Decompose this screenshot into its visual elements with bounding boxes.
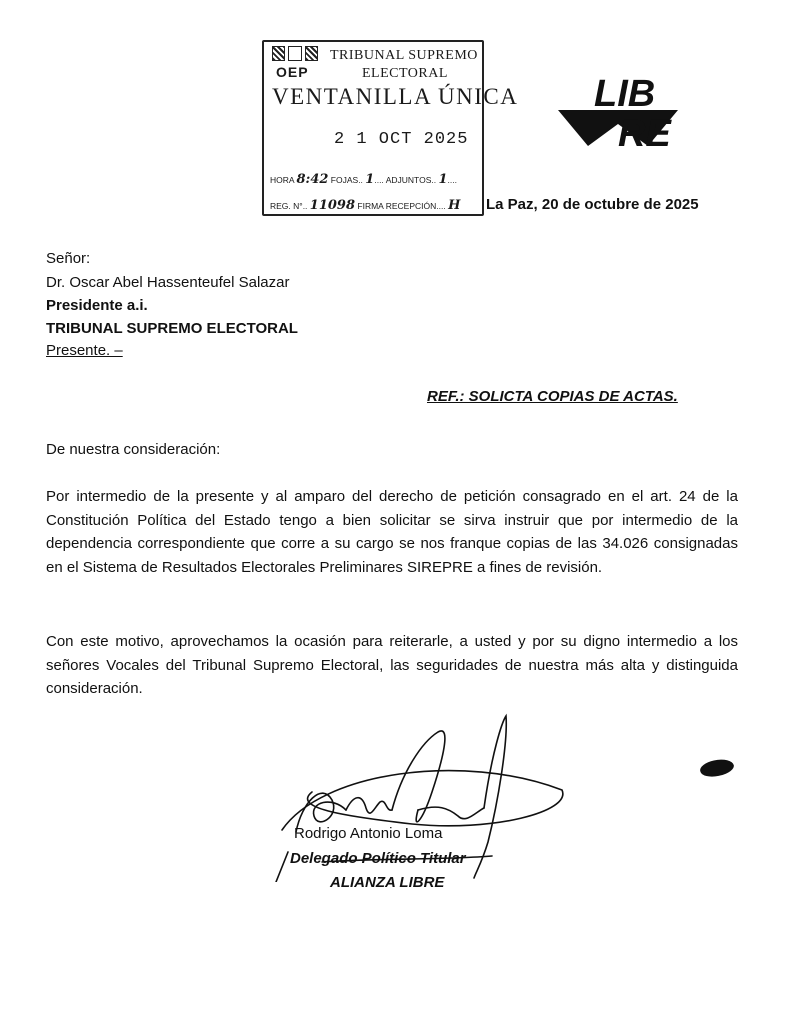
signatory-title: Delegado Político Titular: [290, 850, 466, 867]
date-line: La Paz, 20 de octubre de 2025: [486, 196, 699, 213]
logo-line2: RE: [618, 113, 671, 150]
stamp-hora-label: HORA: [270, 175, 295, 185]
greeting: De nuestra consideración:: [46, 441, 221, 458]
stamp-firma-value: H: [448, 198, 461, 213]
addressee-name: Dr. Oscar Abel Hassenteufel Salazar: [46, 274, 290, 291]
stamp-org-line1: TRIBUNAL SUPREMO: [330, 48, 478, 63]
signatory-party: ALIANZA LIBRE: [330, 874, 445, 891]
signatory-name: Rodrigo Antonio Loma: [294, 825, 443, 842]
addressee-position: Presidente a.i.: [46, 297, 148, 314]
stamp-adjuntos-value: 1: [438, 172, 448, 187]
stamp-date: 2 1 OCT 2025: [334, 130, 469, 149]
stamp-fojas-value: 1: [365, 172, 375, 187]
reception-stamp: [262, 40, 519, 216]
stamp-emblem-icon: [272, 46, 318, 60]
reference-line: REF.: SOLICTA COPIAS DE ACTAS.: [427, 388, 678, 405]
body-paragraph-1: Por intermedio de la presente y al amparo del derecho de petición consagrado en el art. 24 de la Constitución Política del Estado tengo a bien solicitar se sirva instruir que por intermedio de la dependencia correspondiente que corre a su cargo se nos franque copias de las 34.026 consignadas en el Sistema de Resultados Electorales Preliminares SIREPRE a fines de revisión.: [46, 488, 738, 576]
stamp-title: VENTANILLA ÚNICA: [272, 84, 519, 109]
body-paragraph-2: Con este motivo, aprovechamos la ocasión para reiterarle, a usted y por su digno intermedio a los señores Vocales del Tribunal Supremo Electoral, las seguridades de nuestra más alta y distinguida consideración.: [46, 633, 738, 697]
stamp-row-hora: HORA 8:42 FOJAS.. 1.... ADJUNTOS.. 1....: [270, 172, 457, 187]
stamp-firma-label: FIRMA RECEPCIÓN: [357, 201, 437, 211]
logo-line1: LIB: [594, 73, 656, 115]
libre-logo: [556, 66, 680, 150]
ink-blot: [699, 757, 736, 780]
stamp-adjuntos-label: ADJUNTOS: [385, 175, 432, 185]
addressee-institution: TRIBUNAL SUPREMO ELECTORAL: [46, 320, 298, 337]
libre-logo-icon: [556, 66, 680, 150]
stamp-reg-value: 11098: [309, 198, 356, 213]
stamp-org-line2: ELECTORAL: [362, 66, 448, 81]
addressee-presente: Presente. –: [46, 342, 123, 359]
stamp-oep: OEP: [276, 64, 309, 80]
stamp-fojas-label: FOJAS: [330, 175, 359, 185]
stamp-hora-value: 8:42: [296, 172, 329, 187]
stamp-row-reg: REG. N°.. 11098 FIRMA RECEPCIÓN.... H: [270, 198, 461, 213]
stamp-reg-label: REG. N°: [270, 201, 303, 211]
addressee-salutation: Señor:: [46, 250, 91, 267]
